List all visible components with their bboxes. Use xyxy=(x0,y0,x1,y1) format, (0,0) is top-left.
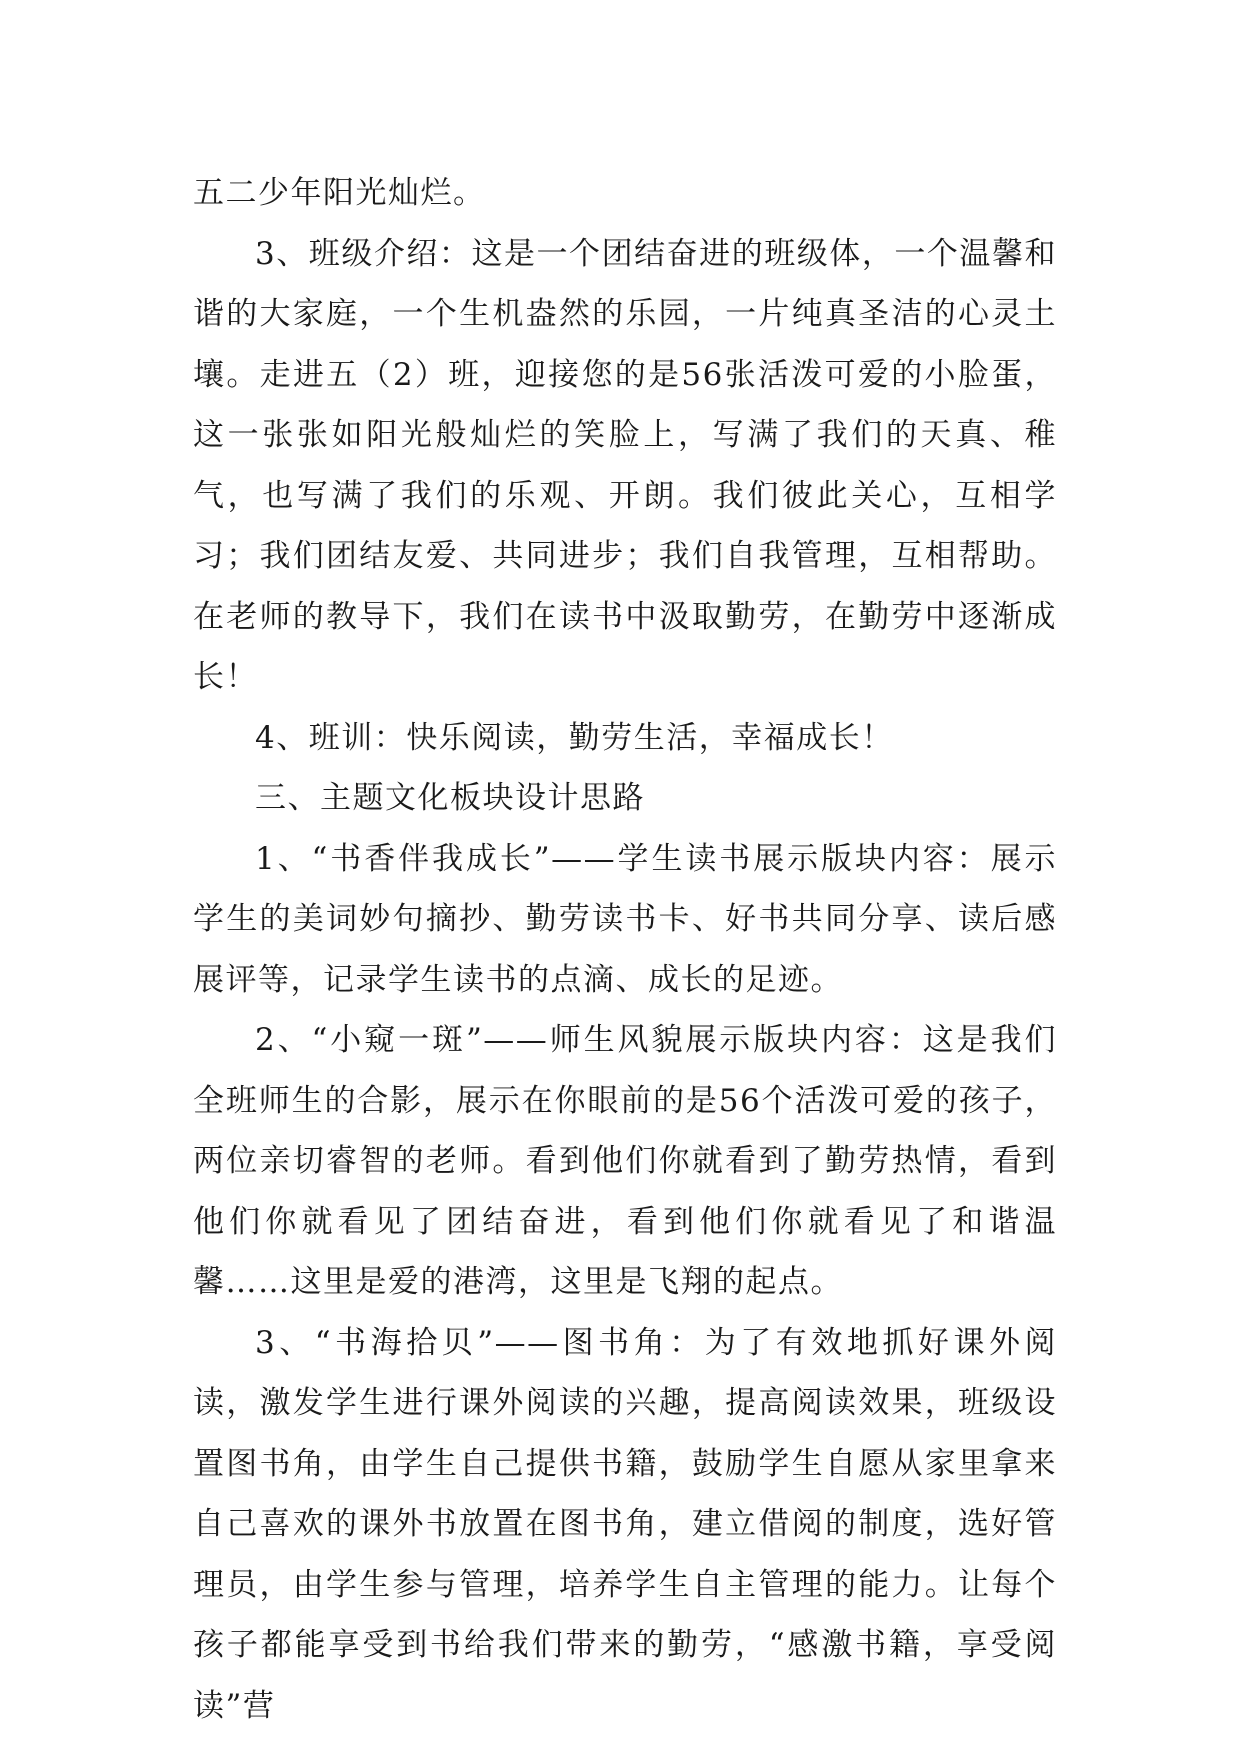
paragraph-continuation: 五二少年阳光灿烂。 xyxy=(193,175,486,211)
paragraph-class-motto: 4、班训：快乐阅读，勤劳生活，幸福成长！ xyxy=(255,719,894,756)
paragraph-reading-showcase: 1、“书香伴我成长”——学生读书展示版块内容：展示学生的美词妙句摘抄、勤劳读书卡、好书共同分享、读后感展评等，记录学生读书的点滴、成长的足迹。 xyxy=(193,840,1057,998)
paragraph-book-corner: 3、“书海拾贝”——图书角：为了有效地抓好课外阅读，激发学生进行课外阅读的兴趣，提高阅读效果，班级设置图书角，由学生自己提供书籍，鼓励学生自愿从家里拿来自己喜欢的课外书放置在图书角，建立借阅的制度，选好管理员，由学生参与管理，培养学生自主管理的能力。让每个孩子都能享受到书给我们带来的勤劳，“感激书籍，享受阅读”营 xyxy=(193,1324,1057,1724)
document-body xyxy=(193,163,1057,1736)
paragraph-class-portrait: 2、“小窥一斑”——师生风貌展示版块内容：这是我们全班师生的合影，展示在你眼前的是56个活泼可爱的孩子，两位亲切睿智的老师。看到他们你就看到了勤劳热情，看到他们你就看见了团结奋进，看到他们你就看见了和谐温馨……这里是爱的港湾，这里是飞翔的起点。 xyxy=(193,1022,1057,1300)
paragraph-class-introduction: 3、班级介绍：这是一个团结奋进的班级体，一个温馨和谐的大家庭，一个生机盎然的乐园，一片纯真圣洁的心灵土壤。走进五（2）班，迎接您的是56张活泼可爱的小脸蛋，这一张张如阳光般灿烂的笑脸上，写满了我们的天真、稚气，也写满了我们的乐观、开朗。我们彼此关心，互相学习；我们团结友爱、共同进步；我们自我管理，互相帮助。在老师的教导下，我们在读书中汲取勤劳，在勤劳中逐渐成长！ xyxy=(193,235,1057,695)
section-heading-theme-design: 三、主题文化板块设计思路 xyxy=(255,780,645,816)
